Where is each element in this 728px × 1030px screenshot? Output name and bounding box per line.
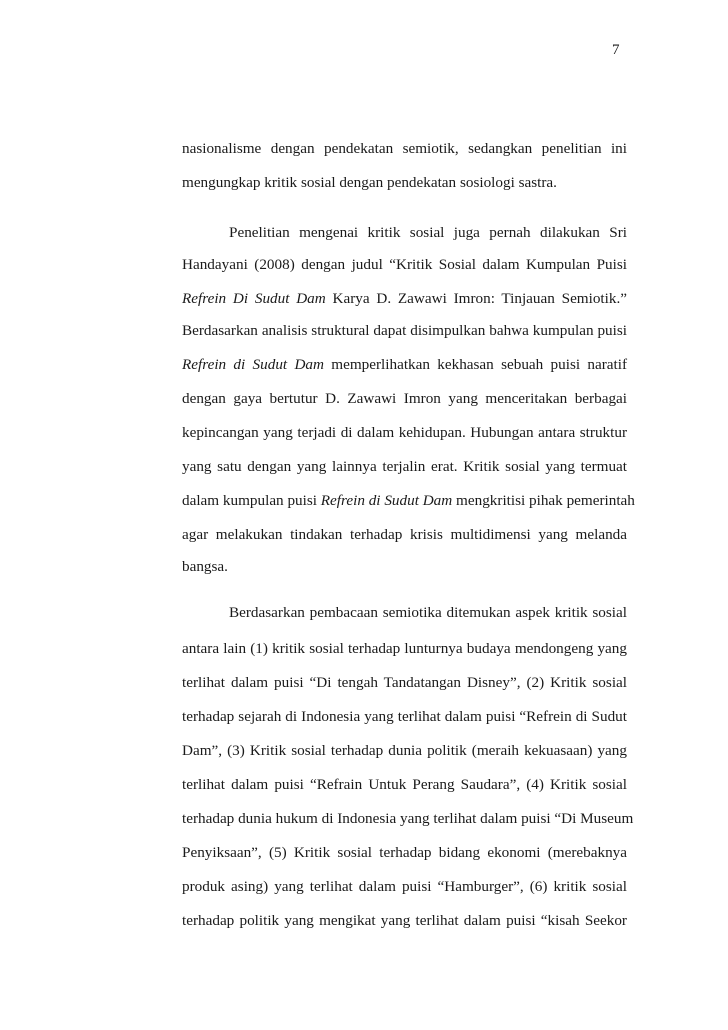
text-segment: kepincangan yang terjadi di dalam kehidupan. Hubungan antara struktur: [182, 424, 627, 441]
text-line: [182, 810, 634, 828]
text-line: [182, 492, 635, 510]
text-line: [229, 604, 627, 622]
text-segment: terlihat dalam puisi “Refrain Untuk Perang Saudara”, (4) Kritik sosial: [182, 776, 627, 793]
text-segment: mengkritisi pihak pemerintah: [452, 492, 635, 509]
text-segment: Penyiksaan”, (5) Kritik sosial terhadap bidang ekonomi (merebaknya: [182, 844, 627, 861]
text-line: [182, 140, 627, 158]
text-line: [182, 290, 627, 308]
italic-title-segment: Refrein Di Sudut Dam: [182, 290, 326, 307]
italic-title-segment: Refrein di Sudut Dam: [320, 492, 453, 509]
text-segment: memperlihatkan kekhasan sebuah puisi naratif: [323, 356, 628, 373]
text-line: [182, 174, 627, 192]
text-line: [182, 878, 627, 896]
text-segment: Berdasarkan analisis struktural dapat disimpulkan bahwa kumpulan puisi: [182, 322, 627, 339]
text-line: [182, 674, 627, 692]
text-segment: Handayani (2008) dengan judul “Kritik Sosial dalam Kumpulan Puisi: [182, 256, 627, 273]
text-line: [182, 356, 627, 374]
text-segment: bangsa.: [182, 558, 228, 575]
text-line: [182, 322, 627, 340]
text-segment: Berdasarkan pembacaan semiotika ditemukan aspek kritik sosial: [229, 604, 627, 621]
italic-title-segment: Refrein di Sudut Dam: [182, 356, 324, 373]
text-segment: agar melakukan tindakan terhadap krisis multidimensi yang melanda: [182, 526, 627, 543]
text-line: [182, 640, 627, 658]
text-segment: terhadap dunia hukum di Indonesia yang terlihat dalam puisi “Di Museum: [182, 810, 634, 827]
text-line: [182, 742, 627, 760]
text-line: [182, 424, 627, 442]
text-line: [182, 844, 627, 862]
text-segment: dengan gaya bertutur D. Zawawi Imron yang menceritakan berbagai: [182, 390, 627, 407]
text-segment: Penelitian mengenai kritik sosial juga pernah dilakukan Sri: [229, 224, 627, 241]
text-line: [182, 256, 627, 274]
text-line: [229, 224, 627, 242]
text-line: [182, 776, 627, 794]
text-line: [182, 526, 627, 544]
text-segment: terlihat dalam puisi “Di tengah Tandatangan Disney”, (2) Kritik sosial: [182, 674, 627, 691]
page-number: 7: [612, 42, 620, 58]
text-segment: Dam”, (3) Kritik sosial terhadap dunia politik (meraih kekuasaan) yang: [182, 742, 627, 759]
text-segment: nasionalisme dengan pendekatan semiotik, sedangkan penelitian ini: [182, 140, 627, 157]
text-line: [182, 708, 627, 726]
text-segment: produk asing) yang terlihat dalam puisi “Hamburger”, (6) kritik sosial: [182, 878, 627, 895]
text-line: [182, 558, 627, 576]
text-segment: terhadap sejarah di Indonesia yang terlihat dalam puisi “Refrein di Sudut: [182, 708, 627, 725]
text-segment: dalam kumpulan puisi: [182, 492, 321, 509]
text-segment: Karya D. Zawawi Imron: Tinjauan Semiotik.”: [325, 290, 628, 307]
text-line: [182, 458, 627, 476]
text-line: [182, 390, 627, 408]
text-segment: mengungkap kritik sosial dengan pendekatan sosiologi sastra.: [182, 174, 557, 191]
text-segment: terhadap politik yang mengikat yang terlihat dalam puisi “kisah Seekor: [182, 912, 627, 929]
text-segment: antara lain (1) kritik sosial terhadap lunturnya budaya mendongeng yang: [182, 640, 627, 657]
text-segment: yang satu dengan yang lainnya terjalin erat. Kritik sosial yang termuat: [182, 458, 627, 475]
text-line: [182, 912, 627, 930]
